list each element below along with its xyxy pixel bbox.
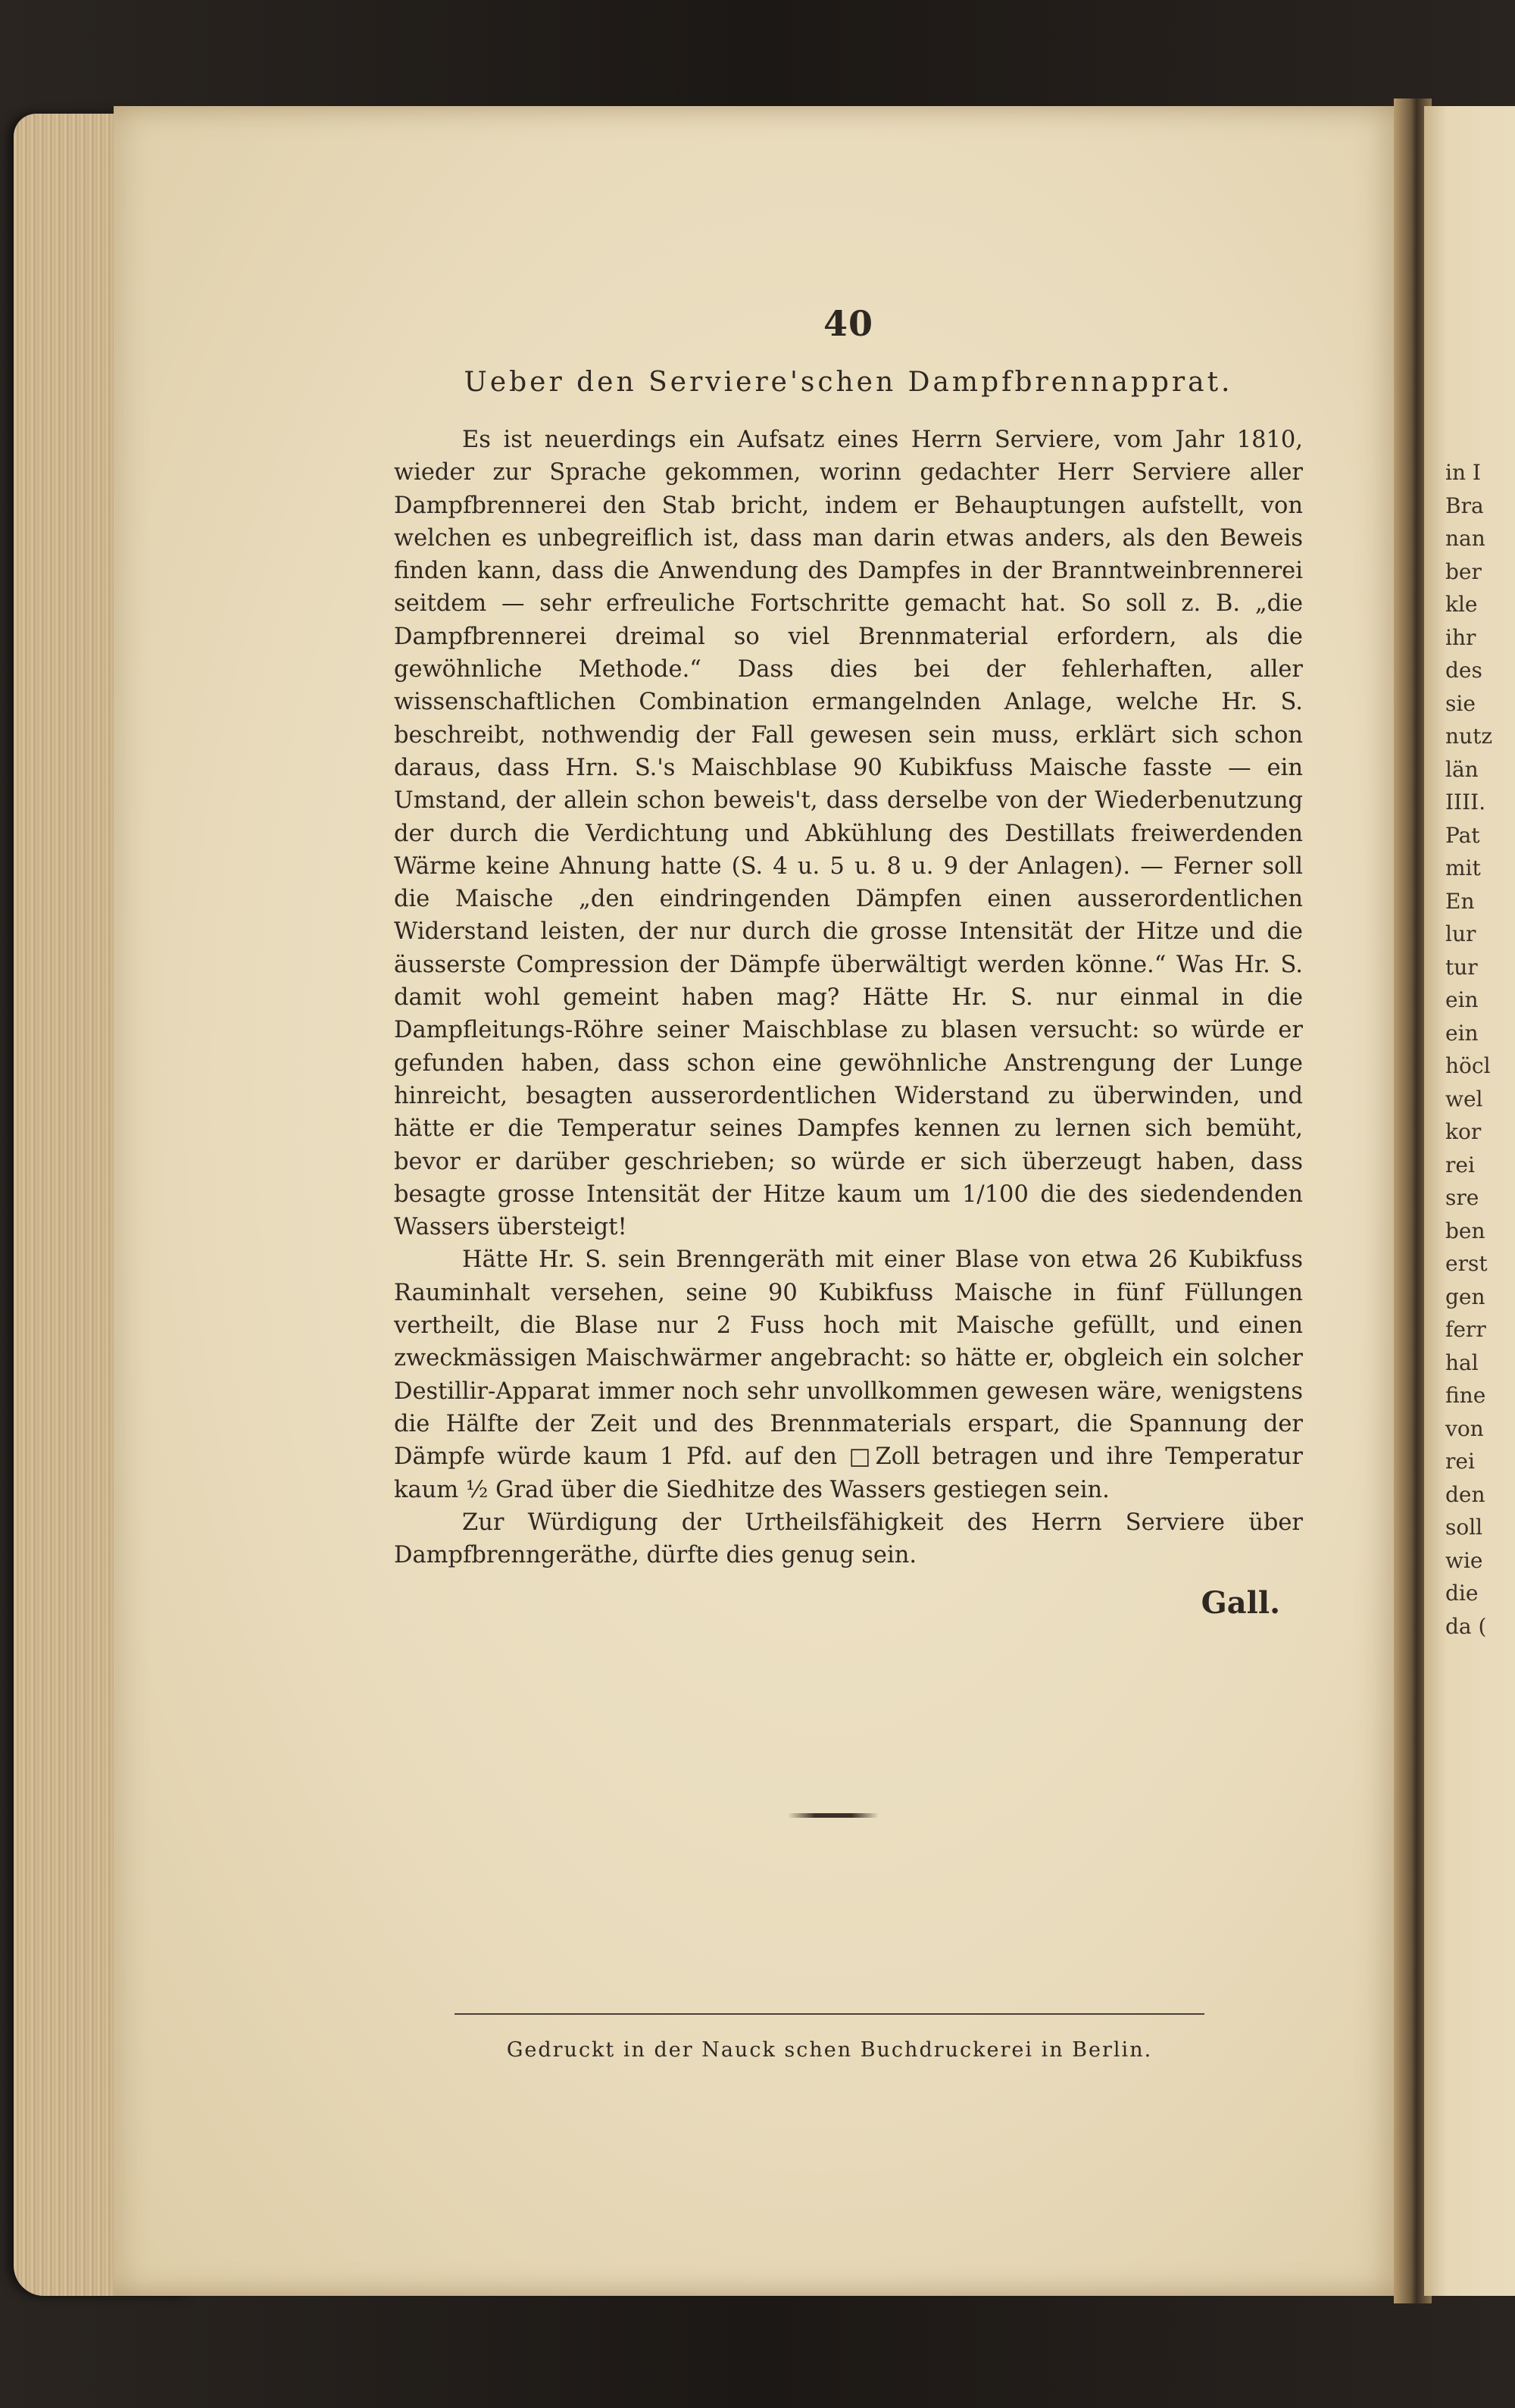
- facing-page-fragment: IIII.: [1445, 790, 1486, 815]
- footer-rule: [454, 2013, 1204, 2015]
- facing-page-fragment: nan: [1445, 526, 1485, 551]
- facing-page-fragment: ferr: [1445, 1317, 1486, 1342]
- facing-page-fragment: ein: [1445, 1020, 1479, 1046]
- facing-page-fragment: rei: [1445, 1152, 1475, 1177]
- facing-page-fragment: höcl: [1445, 1053, 1491, 1078]
- facing-page-fragment: ber: [1445, 558, 1482, 584]
- facing-page-fragment: da (: [1445, 1613, 1487, 1639]
- facing-page-fragment: sre: [1445, 1185, 1479, 1210]
- facing-page-fragment: gen: [1445, 1284, 1485, 1309]
- article-title: Ueber den Serviere'schen Dampfbrennapprat.: [464, 367, 1233, 398]
- facing-page-fragment: sie: [1445, 690, 1476, 716]
- facing-page-fragment: fine: [1445, 1383, 1486, 1408]
- paragraph: Zur Würdigung der Urtheilsfähigkeit des Herrn Serviere über Dampfbrenngeräthe, dürfte dies genug sein.: [394, 1509, 1303, 1569]
- facing-page-fragment: hal: [1445, 1349, 1479, 1375]
- facing-page-fragment: ben: [1445, 1218, 1485, 1243]
- facing-page-fragment: den: [1445, 1481, 1485, 1507]
- facing-page: [1424, 106, 1515, 2296]
- facing-page-fragment: län: [1445, 756, 1479, 782]
- facing-page-fragment: kle: [1445, 592, 1478, 617]
- facing-page-fragment: nutz: [1445, 724, 1493, 749]
- facing-page-fragment: soll: [1445, 1515, 1483, 1540]
- paragraph: Es ist neuerdings ein Aufsatz eines Herrn Serviere, vom Jahr 1810, wieder zur Sprache gekommen, worinn gedachter Herr Serviere aller Dampfbrennerei den Stab bricht, indem er Behauptungen aufstellt, von welchen es unbegreiflich ist, dass man darin etwas anders, als den Beweis finden kann, dass die Anwendung des Dampfes in der Branntweinbrennerei seitdem — sehr erfreuliche Fortschritte gemacht hat. So soll z. B. „die Dampfbrennerei dreimal so viel Brennmaterial erfordern, als die gewöhnliche Methode.“ Dass dies bei der fehlerhaften, aller wissenschaftlichen Combination ermangelnden Anlage, welche Hr. S. beschreibt, nothwendig der Fall gewesen sein muss, erklärt sich schon daraus, dass Hrn. S.'s Maischblase 90 Kubikfuss Maische fasste — ein Umstand, der allein schon beweis't, dass derselbe von der Wiederbenutzung der durch die Verdichtung und Abkühlung des Destillats freiwerdenden Wärme keine Ahnung hatte (S. 4 u. 5 u. 8 u. 9 der Anlagen). — Ferner soll die Maische „den eindringenden Dämpfen einen ausserordentlichen Widerstand leisten, der nur durch die grosse Intensität der Hitze und die äusserste Compression der Dämpfe überwältigt werden könne.“ Was Hr. S. damit wohl gemeint haben mag? Hätte Hr. S. nur einmal in die Dampfleitungs-Röhre seiner Maischblase zu blasen versucht: so würde er gefunden haben, dass schon eine gewöhnliche Anstrengung der Lunge hinreicht, besagten ausserordentlichen Widerstand zu überwinden, und hätte er die Temperatur seines Dampfes kennen zu lernen sich bemüht, bevor er darüber geschrieben; so würde er sich überzeugt haben, dass besagte grosse Intensität der Hitze kaum um 1/100 die des siedendenden Wassers übersteigt!: [394, 427, 1303, 1241]
- facing-page-fragment: En: [1445, 888, 1475, 914]
- paragraph: Hätte Hr. S. sein Brenngeräth mit einer Blase von etwa 26 Kubikfuss Rauminhalt versehen, seine 90 Kubikfuss Maische in fünf Füllungen vertheilt, die Blase nur 2 Fuss hoch mit Maische gefüllt, und einen zweckmässigen Maischwärmer angebracht: so hätte er, obgleich ein solcher Destillir-Apparat immer noch sehr unvollkommen gewesen wäre, wenigstens die Hälfte der Zeit und des Brennmaterials erspart, die Spannung der Dämpfe würde kaum 1 Pfd. auf den □Zoll betragen und ihre Temperatur kaum ½ Grad über die Siedhitze des Wassers gestiegen sein.: [394, 1246, 1303, 1503]
- facing-page-fragment: in I: [1445, 460, 1481, 485]
- facing-page-fragment: von: [1445, 1415, 1484, 1441]
- facing-page-fragment: tur: [1445, 954, 1478, 980]
- facing-page-fragment: des: [1445, 658, 1482, 683]
- facing-page-fragment: ein: [1445, 987, 1479, 1012]
- facing-page-fragment: lur: [1445, 921, 1476, 946]
- facing-page-fragment: Pat: [1445, 822, 1480, 848]
- printer-imprint: Gedruckt in der Nauck schen Buchdruckerei in Berlin.: [506, 2038, 1153, 2062]
- facing-page-fragment: die: [1445, 1581, 1479, 1606]
- page-number: 40: [823, 303, 873, 344]
- facing-page-fragment: ihr: [1445, 624, 1476, 650]
- facing-page-fragment: rei: [1445, 1449, 1475, 1474]
- facing-page-fragment: wie: [1445, 1547, 1483, 1573]
- facing-page-fragment: erst: [1445, 1251, 1488, 1276]
- article-body: [394, 424, 1303, 1571]
- page-content: [394, 303, 1303, 1621]
- author-signature: Gall.: [1201, 1585, 1280, 1621]
- facing-page-fragment: mit: [1445, 855, 1481, 880]
- separator-ornament: [788, 1813, 879, 1818]
- facing-page-fragment: Bra: [1445, 493, 1484, 518]
- facing-page-fragment: wel: [1445, 1086, 1483, 1112]
- facing-page-fragment: kor: [1445, 1119, 1482, 1144]
